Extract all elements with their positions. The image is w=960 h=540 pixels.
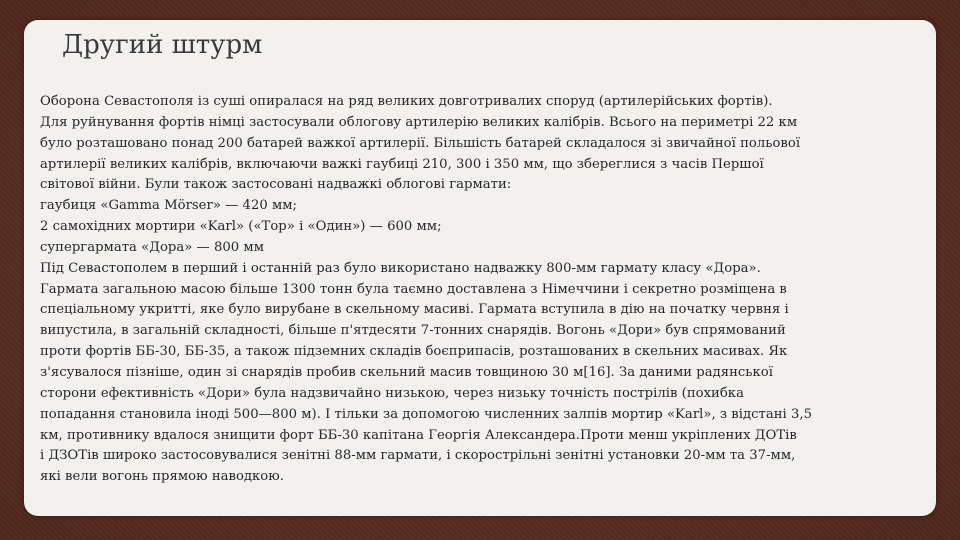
- slide-body-text: [40, 92, 935, 488]
- body-line: артилерії великих калібрів, включаючи важкі гаубиці 210, 300 і 350 мм, що збереглися з часів Першої: [40, 156, 764, 172]
- list-item-gamma-morser: гаубиця «Gamma Mörser» — 420 мм;: [40, 198, 298, 214]
- body-line: Під Севастополем в перший і останній раз було використано надважку 800-мм гармату класу «Дора».: [40, 260, 761, 276]
- body-line: попадання становила іноді 500—800 м). І тільки за допомогою численних залпів мортир «Karl», з відстані 3,5: [40, 406, 813, 422]
- body-line: і ДЗОТів широко застосовувалися зенітні 88-мм гармати, і скорострільні зенітні установки 20-мм та 37-мм,: [40, 448, 796, 464]
- body-line: км, противнику вдалося знищити форт ББ-30 капітана Георгія Александера.Проти менш укріплених ДОТів: [40, 427, 797, 443]
- body-line: з'ясувалося пізніше, один зі снарядів пробив скельний масив товщиною 30 м[16]. За даними радянської: [40, 364, 773, 380]
- body-line: сторони ефективність «Дори» була надзвичайно низькою, через низьку точність пострілів (похибка: [40, 385, 744, 401]
- body-line: було розташовано понад 200 батарей важкої артилерії. Більшість батарей складалося зі звичайної польової: [40, 135, 801, 151]
- body-line: які вели вогонь прямою наводкою.: [40, 469, 284, 485]
- list-item-karl-mortar: 2 самохідних мортири «Karl» («Тор» і «Один») — 600 мм;: [40, 219, 442, 235]
- body-line: Для руйнування фортів німці застосували облогову артилерію великих калібрів. Всього на периметрі 22 км: [40, 114, 798, 130]
- slide-title: Другий штурм: [62, 30, 263, 60]
- list-item-dora-gun: супергармата «Дора» — 800 мм: [40, 239, 264, 255]
- body-line: випустила, в загальній складності, більше п'ятдесяти 7-тонних снарядів. Вогонь «Дори» був спрямований: [40, 323, 786, 339]
- body-line: Оборона Севастополя із суші опиралася на ряд великих довготривалих споруд (артилерійських фортів).: [40, 94, 773, 109]
- body-line: світової війни. Були також застосовані надважкі облогові гармати:: [40, 177, 512, 193]
- body-line: Гармата загальною масою більше 1300 тонн була таємно доставлена з Німеччини і секретно розміщена в: [40, 281, 787, 297]
- body-line: спеціальному укритті, яке було вирубане в скельному масиві. Гармата вступила в дію на початку червня і: [40, 302, 789, 318]
- body-line: проти фортів ББ-30, ББ-35, а також підземних складів боєприпасів, розташованих в скельних масивах. Як: [40, 344, 788, 360]
